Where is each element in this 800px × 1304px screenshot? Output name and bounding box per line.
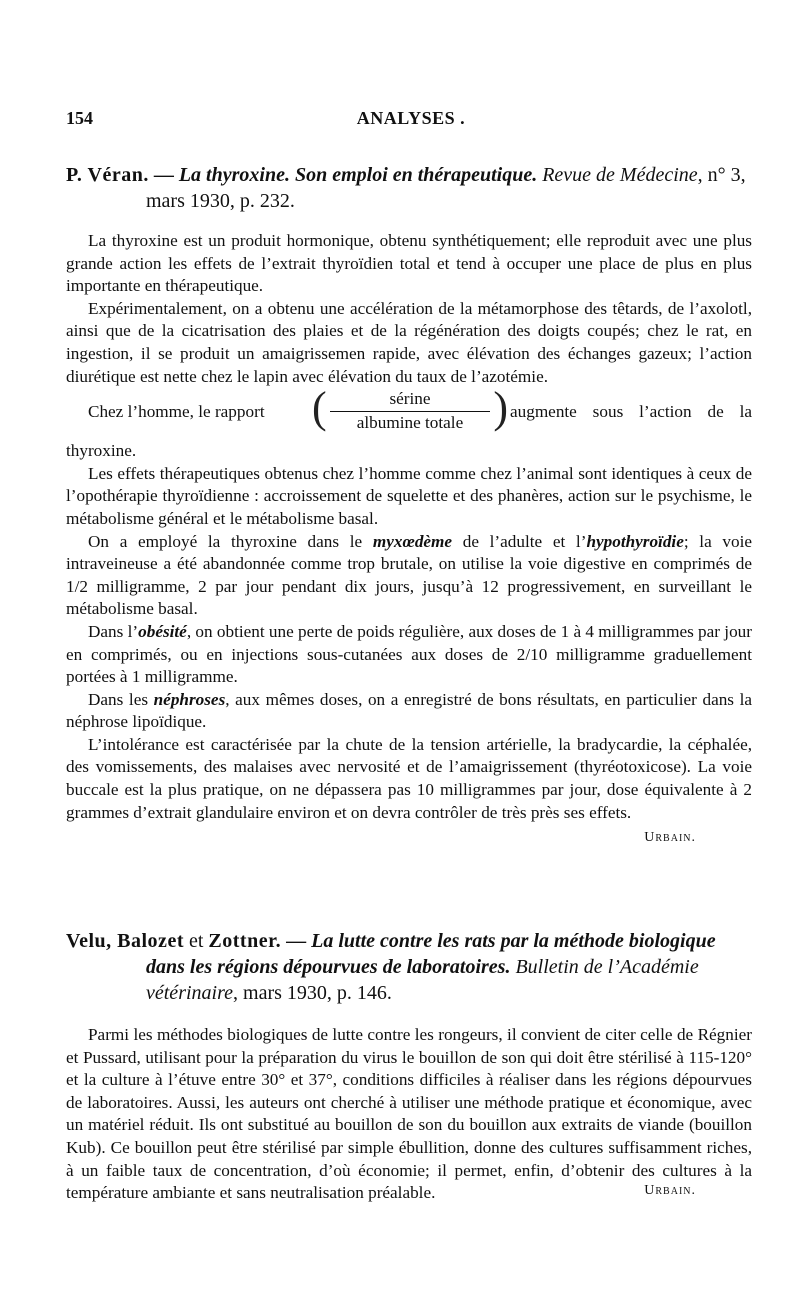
review-author-2: Zottner. <box>208 930 282 952</box>
review-author: P. Véran. <box>66 164 149 186</box>
review-journal: Bulletin de l’Académie vétérinaire <box>146 956 699 1004</box>
ratio-fraction <box>312 383 508 436</box>
review-journal: Revue de Médecine <box>542 164 698 186</box>
paragraph-effects: Les effets thérapeutiques obtenus chez l’homme comme chez l’animal sont identiques à ceux de l’opothérapie thyroïdienne : accroissement de squelette et des phanères, action sur le psychisme, le métabolisme général et le métabolisme basal. <box>66 463 752 528</box>
ratio-continuation: thyroxine. <box>66 441 137 461</box>
text-run: , aux mêmes doses, on a enregistré de bons résultats, en particulier dans la néphrose lipoïdique. <box>66 689 752 732</box>
running-title: ANALYSES . <box>356 108 466 128</box>
paragraph-obesite <box>66 621 752 689</box>
heading-dash: — <box>148 164 179 186</box>
review-author: Velu, Balozet <box>66 930 184 952</box>
review-title: La thyroxine. Son emploi en thérapeutique. <box>178 164 538 186</box>
paragraph-1: La thyroxine est un produit hormonique, obtenu synthétiquement; elle reproduit avec une plus grande action les effets de l’extrait thyroïdien total et tend à occuper une place de plus en plus importante en thérapeutique. <box>66 231 752 296</box>
ratio-sentence <box>66 383 752 440</box>
text-run: ; la voie intraveineuse a été abandonnée comme trop brutale, on utilise la voie digestive en comprimés de 1/2 milligramme, 2 par jour pendant dix jours, jusqu’à 12 progressivement, en surveillant le métabolisme basal. <box>66 531 752 619</box>
paragraph-intolerance: L’intolérance est caractérisée par la chute de la tension artérielle, la bradycardie, la céphalée, des vomissements, des malaises avec nervosité et de l’amaigrissement (thyréotoxicose). La voie buccale est la plus pratique, on ne dépassera pas 10 milligrammes par jour, dose équivalente à 2 grammes d’extrait glandulaire environ et on devra contrôler de très près ses effets. <box>66 734 752 822</box>
paragraph-myxoedeme <box>66 531 752 621</box>
text-run: On a employé la thyroxine dans le <box>88 531 373 551</box>
ratio-after: augmente sous l’action de la <box>510 402 752 422</box>
heading-dash: — <box>281 930 312 952</box>
review-heading <box>66 162 752 214</box>
review-veran <box>66 162 752 846</box>
paragraph-nephroses <box>66 689 752 734</box>
term-obesite: obésité <box>138 621 187 641</box>
review-velu <box>66 928 752 1203</box>
text-run: Dans l’ <box>88 621 139 641</box>
review-citation: , mars 1930, p. 146. <box>233 982 392 1004</box>
text-run: Dans les <box>88 689 154 709</box>
heading-et: et <box>183 930 209 952</box>
running-head <box>66 108 756 136</box>
paragraph-rats: Parmi les méthodes biologiques de lutte contre les rongeurs, il convient de citer celle de Régnier et Pussard, utilisant pour la préparation du virus le bouillon de son qui doit être stérilisé à 115-120° et la culture à l’étuve entre 30° et 37°, conditions difficiles à réaliser dans les régions dépourvues de laboratoires. Aussi, les auteurs ont cherché à utiliser une méthode pratique et économique, avec un matériel réduit. Ils ont substitué au bouillon de son du bouillon aux extraits de viande (bouillon Kub). Ce bouillon peut être stérilisé par simple ébullition, donne des cultures suffisamment riches, à un faible taux de concentration, d’où économie; il permet, enfin, d’obtenir des cultures à la température ambiante et sans neutralisation préalable. <box>66 1025 752 1203</box>
reviewer-signature: Urbain. <box>644 830 696 846</box>
ratio-before: Chez l’homme, le rapport <box>88 402 265 422</box>
text-run: de l’adulte et l’ <box>452 531 587 551</box>
review-citation: , n° 3, mars 1930, p. 232. <box>146 164 746 212</box>
review-title: La lutte contre les rats par la méthode biologique dans les régions dépourvues de laboratoires. <box>146 930 716 978</box>
term-myxoedeme: myxœdème <box>372 531 453 551</box>
term-nephroses: néphroses <box>153 689 226 709</box>
review-heading <box>66 928 752 1006</box>
term-hypothyroidie: hypothyroïdie <box>586 531 684 551</box>
right-paren: ) <box>493 383 508 433</box>
fraction-numerator: sérine <box>389 389 431 409</box>
page-number: 154 <box>66 108 93 128</box>
reviewer-signature: Urbain. <box>644 1182 696 1198</box>
fraction-denominator: albumine totale <box>356 413 464 433</box>
paragraph-2: Expérimentalement, on a obtenu une accélération de la métamorphose des têtards, de l’axolotl, ainsi que de la cicatrisation des plaies et de la régénération des doigts coupés; chez le rat, en ingestion, il se produit un amaigrissemen rapide, avec élévation des échanges gazeux; l’action diurétique est nette chez le lapin avec élévation du taux de l’azotémie. <box>66 298 752 386</box>
text-run: , on obtient une perte de poids régulière, aux doses de 1 à 4 milligrammes par jour en comprimés, ou en injections sous-cutanées aux doses de 2/10 milligramme graduellement portées à 1 milligramme. <box>66 621 752 687</box>
left-paren: ( <box>312 383 327 433</box>
